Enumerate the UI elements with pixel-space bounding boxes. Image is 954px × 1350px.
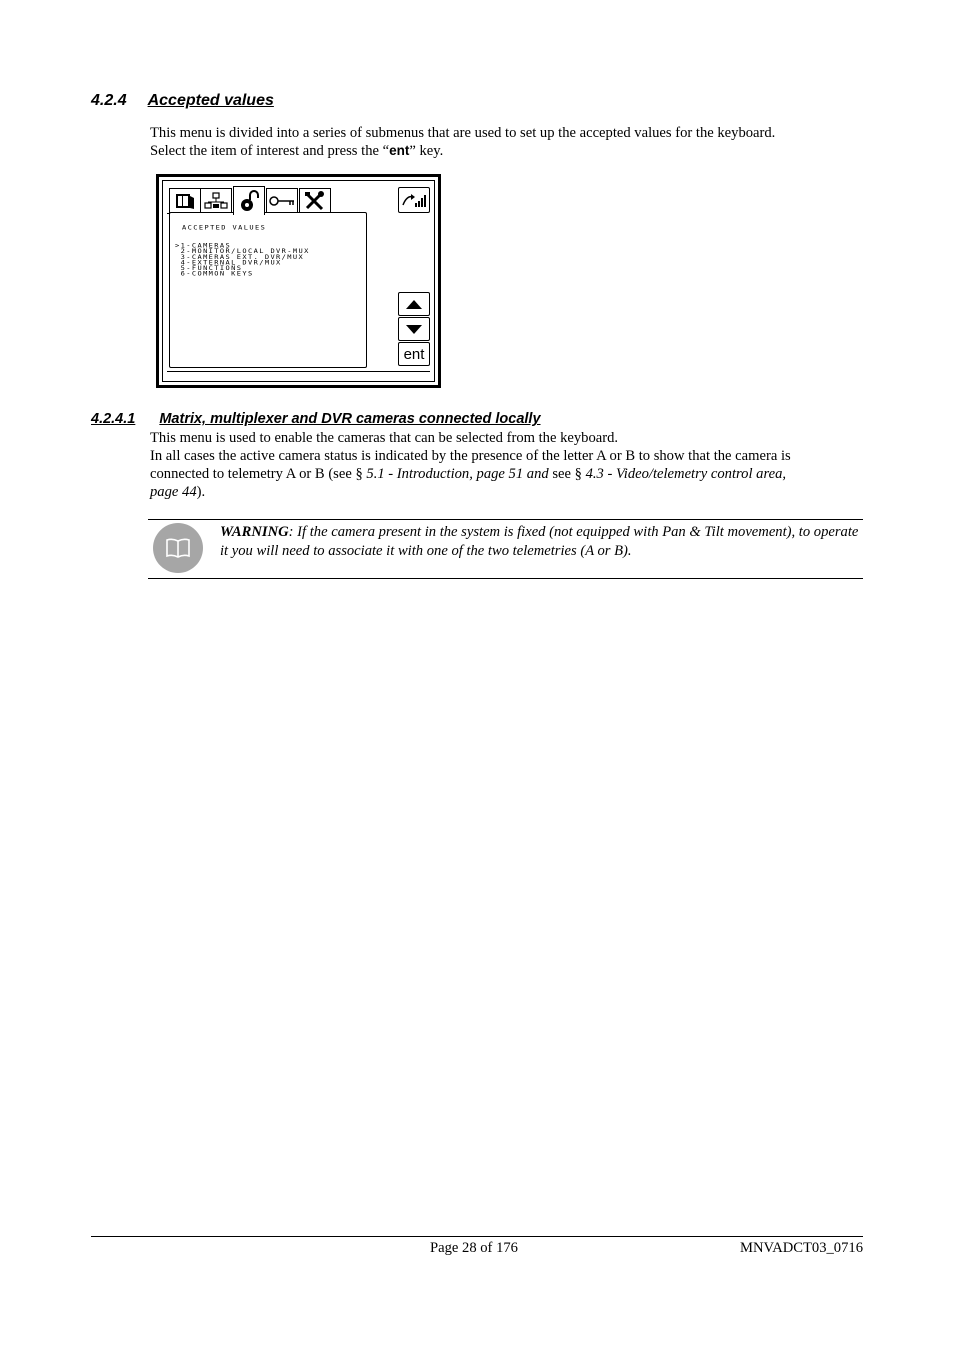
section-title: Accepted values [147,92,274,109]
sub-line-3 [150,465,865,483]
menu-item[interactable]: 3-CAMERAS EXT. DVR/MUX [175,253,305,261]
tab-network[interactable] [200,188,232,213]
keyboard-screen [156,174,441,388]
warning-top-rule [148,519,863,520]
tab-key[interactable] [266,188,298,213]
sub-line-1: This menu is used to enable the cameras that can be selected from the keyboard. [150,430,619,446]
network-icon [204,192,228,210]
menu-item[interactable]: 5-FUNCTIONS [175,264,243,272]
subsection-number: 4.2.4.1 [91,411,136,427]
sub-text: connected to telemetry A or B (see § [150,466,367,482]
section-number: 4.2.4 [91,92,127,109]
warning-text [220,523,860,561]
menu-panel [169,212,367,368]
arrow-down-icon [406,325,422,334]
signal-button[interactable] [398,187,430,213]
section-heading [91,92,274,110]
menu-item[interactable]: >1-CAMERAS [175,242,232,250]
reference-link-intro[interactable]: 5.1 - Introduction, page 51 and [366,466,549,482]
reference-link-page[interactable]: page 44 [150,484,197,500]
sub-text: see § [548,466,586,482]
intro-text-end: ” key. [409,143,444,159]
warning-body: : If the camera present in the system is fixed (not equipped with Pan & Tilt movement), to operate it you will need to associate it with one of the two telemetries (A or B). [220,524,859,559]
warning-icon-circle [153,523,203,573]
sub-line-4 [150,483,865,501]
intro-paragraph [150,124,870,160]
key-icon [269,194,295,208]
intro-line-2 [150,142,870,160]
subsection-paragraph [150,429,865,501]
document-code: MNVADCT03_0716 [740,1240,863,1256]
sub-line-2: In all cases the active camera status is indicated by the presence of the letter A or B to show that the camera is [150,448,791,464]
open-book-icon [165,537,191,559]
tab-accepted-values[interactable] [233,186,265,215]
intro-line-1: This menu is divided into a series of submenus that are used to set up the accepted values for the keyboard. [150,125,776,141]
sub-text: ). [196,484,206,500]
reference-link-video-area[interactable]: 4.3 - Video/telemetry control area, [585,466,787,482]
tools-icon [304,191,326,211]
ent-key-name: ent [389,143,410,158]
up-button[interactable] [398,292,430,316]
menu-item[interactable]: 2-MONITOR/LOCAL DVR-MUX [175,247,310,255]
screen-frame [162,180,435,382]
status-line [167,371,430,372]
menu-item[interactable]: 4-EXTERNAL DVR/MUX [175,259,282,267]
tab-tools[interactable] [299,188,331,213]
intro-text: Select the item of interest and press the “ [150,143,390,159]
subsection-title: Matrix, multiplexer and DVR cameras connected locally [159,411,541,427]
lock-open-icon [238,190,260,212]
arrow-up-icon [406,300,422,309]
menu-title: ACCEPTED VALUES [182,224,267,232]
page-number: Page 28 of 176 [430,1240,518,1256]
book-icon [174,192,196,210]
warning-label: WARNING [220,524,289,540]
menu-item[interactable]: 6-COMMON KEYS [175,270,254,278]
tab-book[interactable] [169,188,201,213]
warning-bottom-rule [148,578,863,579]
footer-rule [91,1236,863,1237]
down-button[interactable] [398,317,430,341]
ent-button[interactable]: ent [398,342,430,366]
subsection-heading [91,411,541,427]
menu-list [175,243,310,277]
signal-strength-icon [401,191,427,209]
